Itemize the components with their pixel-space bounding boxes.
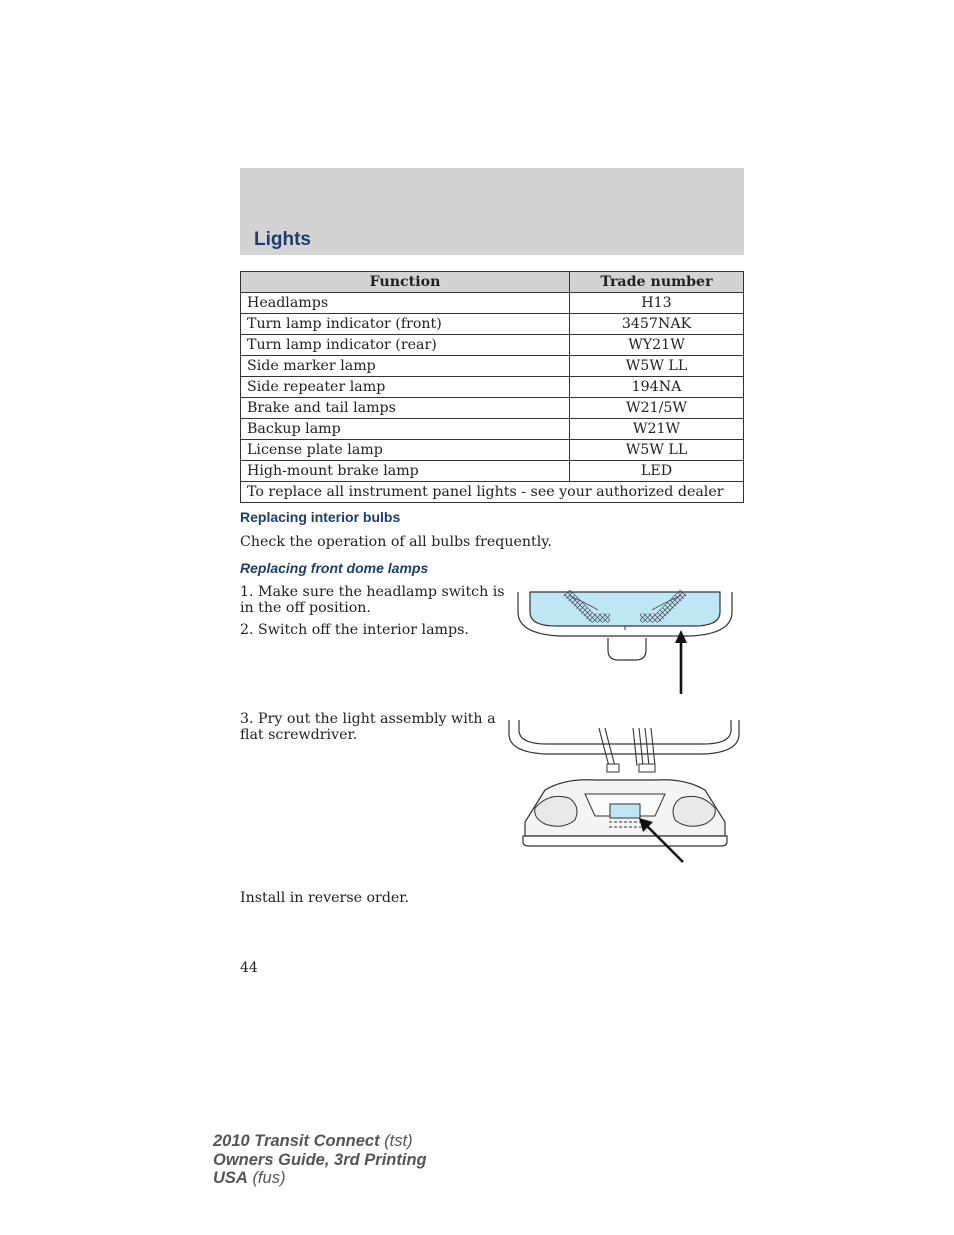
table-row bbox=[241, 314, 744, 335]
trade-number-cell: W21/5W bbox=[570, 398, 744, 419]
page-number: 44 bbox=[240, 960, 258, 976]
function-cell: Side repeater lamp bbox=[241, 377, 570, 398]
table-row bbox=[241, 398, 744, 419]
column-header-function: Function bbox=[241, 272, 570, 293]
trade-number-cell: 3457NAK bbox=[570, 314, 744, 335]
table-row bbox=[241, 461, 744, 482]
function-cell: High-mount brake lamp bbox=[241, 461, 570, 482]
step-1: 1. Make sure the headlamp switch is in the off position. bbox=[240, 584, 505, 616]
trade-number-cell: LED bbox=[570, 461, 744, 482]
table-note: To replace all instrument panel lights - see your authorized dealer bbox=[241, 482, 744, 503]
trade-number-cell: W5W LL bbox=[570, 440, 744, 461]
section-title: Lights bbox=[254, 229, 311, 250]
table-note-row bbox=[241, 482, 744, 503]
trade-number-cell: W21W bbox=[570, 419, 744, 440]
trade-number-cell: WY21W bbox=[570, 335, 744, 356]
table-header-row bbox=[241, 272, 744, 293]
function-cell: Backup lamp bbox=[241, 419, 570, 440]
function-cell: Turn lamp indicator (front) bbox=[241, 314, 570, 335]
function-cell: Turn lamp indicator (rear) bbox=[241, 335, 570, 356]
function-cell: Headlamps bbox=[241, 293, 570, 314]
function-cell: License plate lamp bbox=[241, 440, 570, 461]
intro-text: Check the operation of all bulbs frequently. bbox=[240, 534, 552, 550]
table-row bbox=[241, 419, 744, 440]
function-cell: Side marker lamp bbox=[241, 356, 570, 377]
table-row bbox=[241, 293, 744, 314]
table-row bbox=[241, 335, 744, 356]
column-header-trade-number: Trade number bbox=[570, 272, 744, 293]
table-row bbox=[241, 377, 744, 398]
table-row bbox=[241, 356, 744, 377]
step-3: 3. Pry out the light assembly with a flat screwdriver. bbox=[240, 711, 496, 743]
section-header-band bbox=[240, 168, 744, 255]
light-assembly-illustration bbox=[505, 718, 745, 866]
step-2: 2. Switch off the interior lamps. bbox=[240, 622, 469, 638]
dome-lamp-illustration bbox=[510, 590, 740, 696]
table-row bbox=[241, 440, 744, 461]
document-footer: 2010 Transit Connect (tst) Owners Guide, 3rd Printing USA (fus) bbox=[213, 1132, 427, 1187]
trade-number-cell: W5W LL bbox=[570, 356, 744, 377]
subsection-heading: Replacing front dome lamps bbox=[240, 560, 429, 576]
bulb-spec-table bbox=[240, 271, 744, 503]
closing-text: Install in reverse order. bbox=[240, 890, 410, 906]
trade-number-cell: 194NA bbox=[570, 377, 744, 398]
section-heading: Replacing interior bulbs bbox=[240, 509, 401, 525]
function-cell: Brake and tail lamps bbox=[241, 398, 570, 419]
trade-number-cell: H13 bbox=[570, 293, 744, 314]
